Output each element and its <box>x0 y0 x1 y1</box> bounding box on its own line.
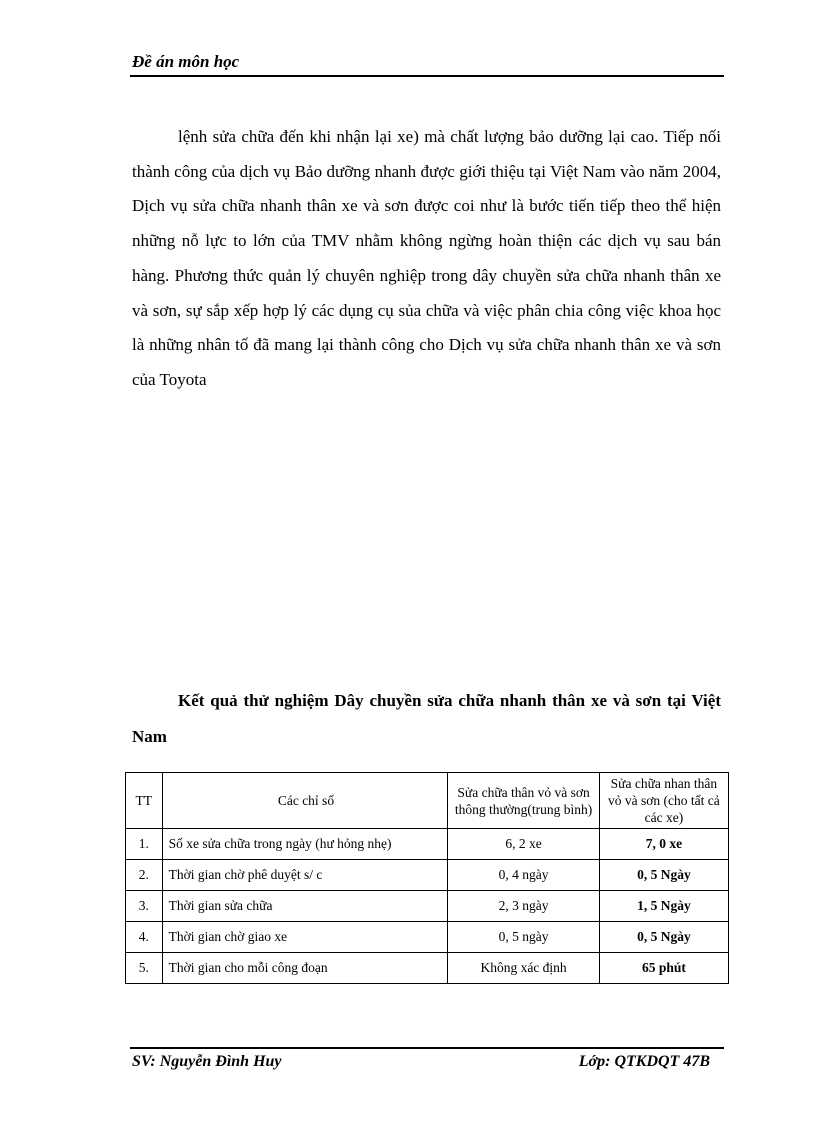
body-paragraph: lệnh sửa chữa đến khi nhận lại xe) mà chất lượng bảo dưỡng lại cao. Tiếp nối thành công của dịch vụ Bảo dưỡng nhanh được giới thiệu tại Việt Nam vào năm 2004, Dịch vụ sửa chữa nhanh thân xe và sơn được coi như là bước tiến tiếp theo thể hiện những nỗ lực to lớn của TMV nhằm không ngừng hoàn thiện các dịch vụ sau bán hàng. Phương thức quản lý chuyên nghiệp trong dây chuyền sửa chữa nhanh thân xe và sơn, sự sắp xếp hợp lý các dụng cụ sủa chữa và việc phân chia công việc khoa học là những nhân tố đã mang lại thành công cho Dịch vụ sửa chữa nhanh thân xe và sơn của Toyota <box>132 127 721 389</box>
row-number: 2. <box>126 860 163 891</box>
footer-divider <box>130 1047 724 1049</box>
header-express: Sửa chữa nhan thân vỏ và sơn (cho tất cả các xe) <box>599 773 728 829</box>
table-row <box>126 922 729 953</box>
row-number: 1. <box>126 829 163 860</box>
row-number: 5. <box>126 953 163 984</box>
row-conventional-value: Không xác định <box>448 953 600 984</box>
row-express-value: 7, 0 xe <box>599 829 728 860</box>
row-indicator: Thời gian chờ phê duyệt s/ c <box>162 860 448 891</box>
row-conventional-value: 6, 2 xe <box>448 829 600 860</box>
table-row <box>126 891 729 922</box>
results-table <box>125 772 729 984</box>
row-number: 3. <box>126 891 163 922</box>
header-conventional: Sửa chữa thân vỏ và sơn thông thường(trung bình) <box>448 773 600 829</box>
table-row <box>126 829 729 860</box>
page-header-title: Đề án môn học <box>132 52 240 71</box>
row-conventional-value: 0, 5 ngày <box>448 922 600 953</box>
row-express-value: 1, 5 Ngày <box>599 891 728 922</box>
row-indicator: Thời gian sửa chữa <box>162 891 448 922</box>
row-express-value: 65 phút <box>599 953 728 984</box>
row-express-value: 0, 5 Ngày <box>599 922 728 953</box>
row-conventional-value: 0, 4 ngày <box>448 860 600 891</box>
row-indicator: Số xe sửa chữa trong ngày (hư hỏng nhẹ) <box>162 829 448 860</box>
footer-student-name: SV: Nguyễn Đình Huy <box>132 1053 282 1070</box>
table-row <box>126 860 729 891</box>
header-divider <box>130 75 724 77</box>
row-indicator: Thời gian chờ giao xe <box>162 922 448 953</box>
header-indicators: Các chỉ số <box>162 773 448 829</box>
row-indicator: Thời gian cho mỗi công đoạn <box>162 953 448 984</box>
table-caption: Kết quả thử nghiệm Dây chuyền sửa chữa nhanh thân xe và sơn tại Việt Nam <box>132 691 721 746</box>
table-row <box>126 953 729 984</box>
row-number: 4. <box>126 922 163 953</box>
row-conventional-value: 2, 3 ngày <box>448 891 600 922</box>
header-tt: TT <box>126 773 163 829</box>
row-express-value: 0, 5 Ngày <box>599 860 728 891</box>
footer-class: Lớp: QTKDQT 47B <box>578 1053 710 1070</box>
table-header-row <box>126 773 729 829</box>
